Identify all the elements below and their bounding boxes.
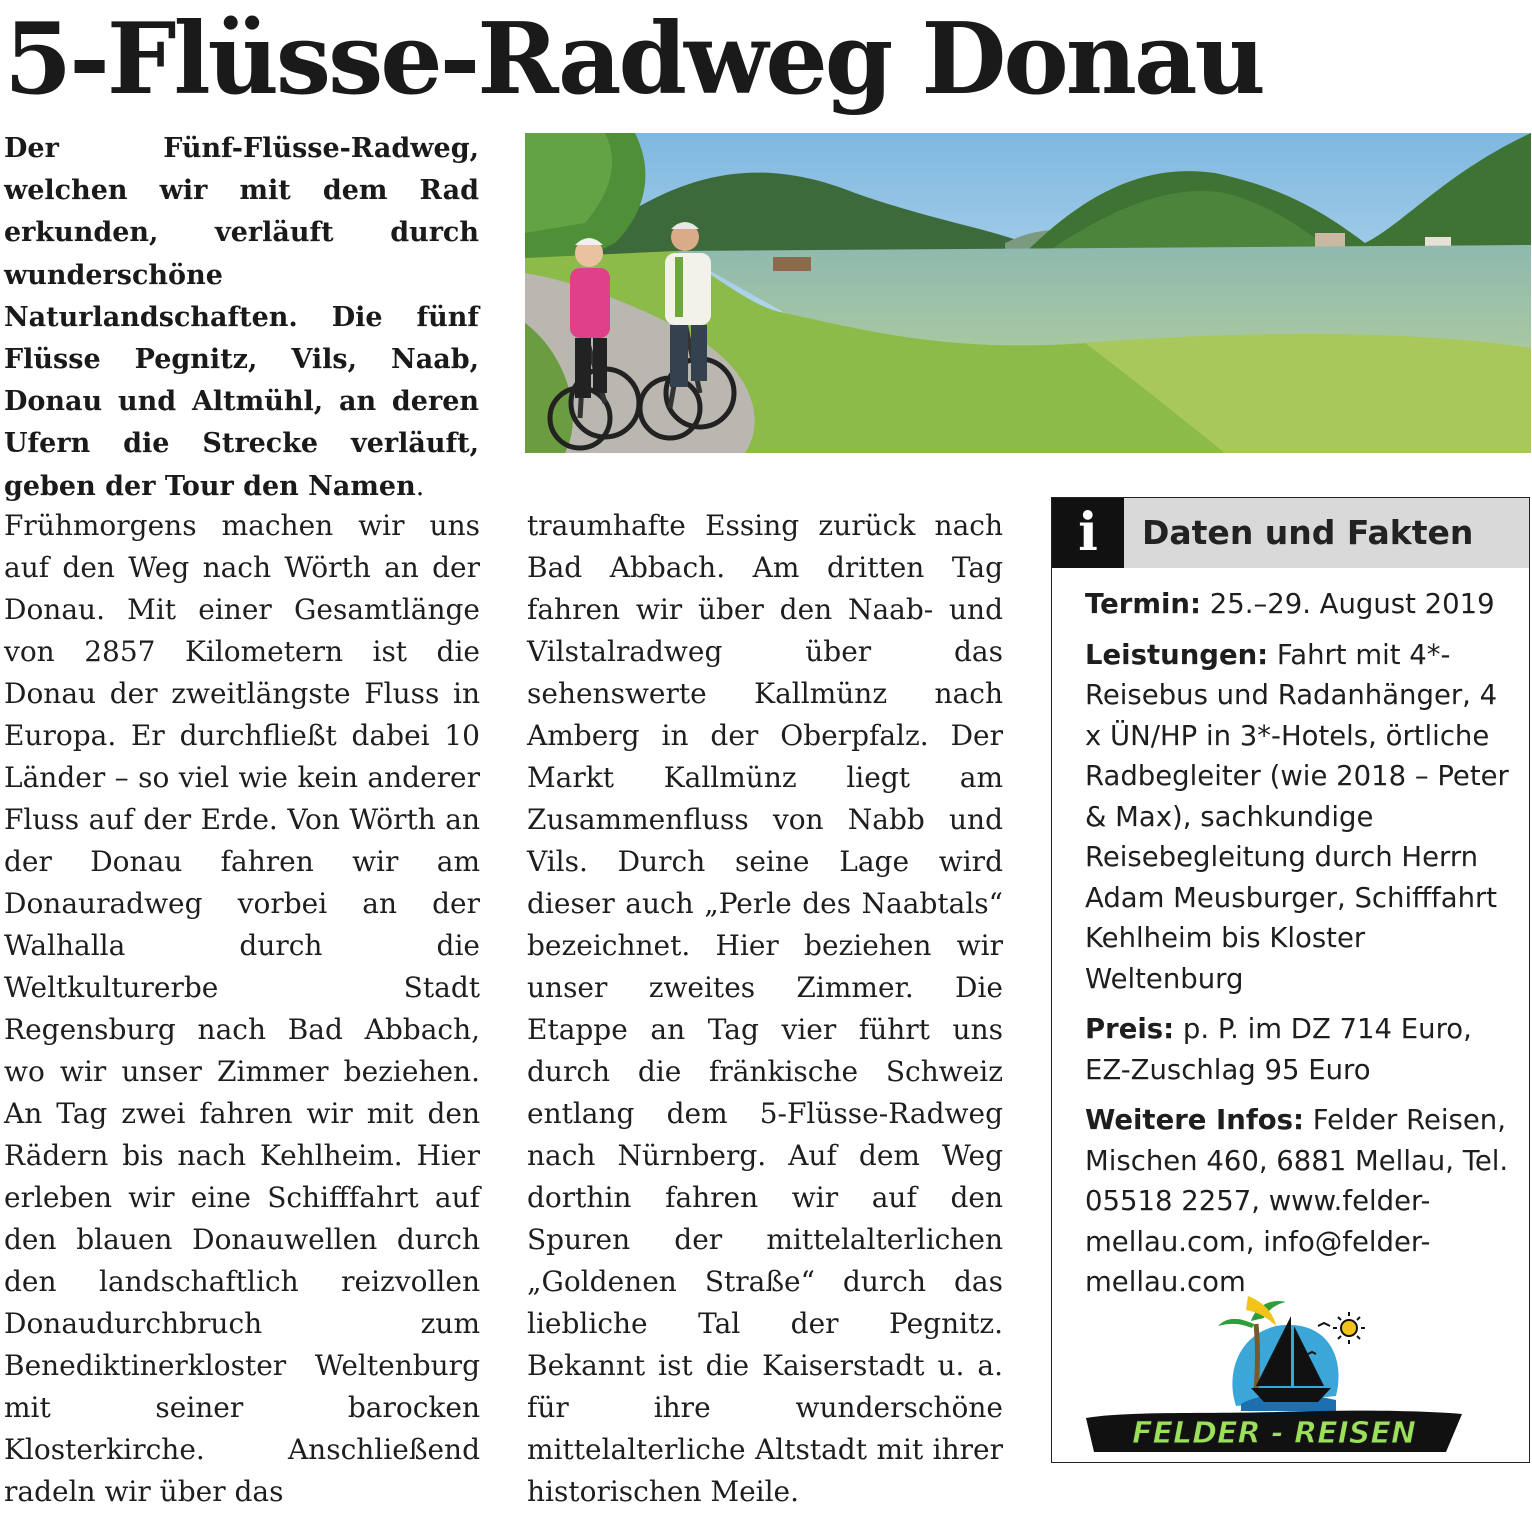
preis-value: p. P. im DZ 714 Euro, EZ-Zuschlag 95 Euro xyxy=(1085,1013,1472,1086)
infos-value: Felder Reisen, Mischen 460, 6881 Mellau, Tel. 05518 2257, www.felder-mellau.com, info@felder-mellau.com xyxy=(1085,1104,1509,1298)
leistungen-label: Leistungen: xyxy=(1085,638,1269,671)
info-termin xyxy=(1085,584,1521,625)
cyclists-danube-photo xyxy=(525,133,1531,453)
headline: 5-Flüsse-Radweg Donau xyxy=(4,2,1263,117)
info-box xyxy=(1051,497,1530,1463)
termin-value: 25.–29. August 2019 xyxy=(1200,588,1495,620)
logo-wordmark: FELDER - REISEN xyxy=(1132,1416,1416,1451)
info-leistungen xyxy=(1085,635,1521,1000)
infos-label: Weitere Infos: xyxy=(1085,1104,1305,1136)
lead-text: Der Fünf-Flüsse-Radweg, welchen wir mit dem Rad erkunden, verläuft durch wunderschöne Naturlandschaften. Die fünf Flüsse Pegnitz, Vils, Naab, Donau und Altmühl, an deren Ufern die Strecke verläuft, geben der Tour den Namen xyxy=(4,133,479,502)
info-box-header xyxy=(1052,498,1529,568)
info-weitere xyxy=(1085,1100,1521,1303)
info-box-body xyxy=(1052,568,1529,1303)
info-icon: i xyxy=(1052,498,1124,568)
preis-label: Preis: xyxy=(1085,1013,1175,1045)
lead-paragraph xyxy=(4,128,479,508)
lead-trail: . xyxy=(415,470,425,502)
info-box-title: Daten und Fakten xyxy=(1142,513,1474,552)
body-column-2: traumhafte Essing zurück nach Bad Abbach. Am dritten Tag fahren wir über den Naab- und Vilstalradweg über das sehenswerte Kallmünz nach Amberg in der Oberpfalz. Der Markt Kallmünz liegt am Zusammenfluss von Nabb und Vils. Durch seine Lage wird dieser auch „Perle des Naabtals“ bezeichnet. Hier beziehen wir unser zweites Zimmer. Die Etappe an Tag vier führt uns durch die fränkische Schweiz entlang dem 5-Flüsse-Radweg nach Nürnberg. Auf dem Weg dorthin fahren wir auf den Spuren der mittelalterlichen „Goldenen Straße“ durch das liebliche Tal der Pegnitz. Bekannt ist die Kaiserstadt u. a. für ihre wunderschöne mittelalterliche Altstadt mit ihrer historischen Meile. xyxy=(527,509,1003,1508)
felder-reisen-logo xyxy=(1086,1296,1466,1454)
leistungen-value: Fahrt mit 4*-Reisebus und Radanhänger, 4 x ÜN/HP in 3*-Hotels, örtliche Radbegleiter (wie 2018 – Peter & Max), sachkundige Reisebegleitung durch Herrn Adam Meusburger, Schifffahrt Kehlheim bis Kloster Weltenburg xyxy=(1085,638,1509,995)
body-column-1: Frühmorgens machen wir uns auf den Weg nach Wörth an der Donau. Mit einer Gesamtlänge von 2857 Kilometern ist die Donau der zweitlängste Fluss in Europa. Er durchfließt dabei 10 Länder – so viel wie kein anderer Fluss auf der Erde. Von Wörth an der Donau fahren wir am Donauradweg vorbei an der Walhalla durch die Weltkulturerbe Stadt Regensburg nach Bad Abbach, wo wir unser Zimmer beziehen. An Tag zwei fahren wir mit den Rädern bis nach Kehlheim. Hier erleben wir eine Schifffahrt auf den blauen Donauwellen durch den landschaftlich reizvollen Donaudurchbruch zum Benediktinerkloster Weltenburg mit seiner barocken Klosterkirche. Anschließend radeln wir über das xyxy=(4,509,480,1508)
termin-label: Termin: xyxy=(1085,588,1201,620)
info-preis xyxy=(1085,1009,1521,1090)
